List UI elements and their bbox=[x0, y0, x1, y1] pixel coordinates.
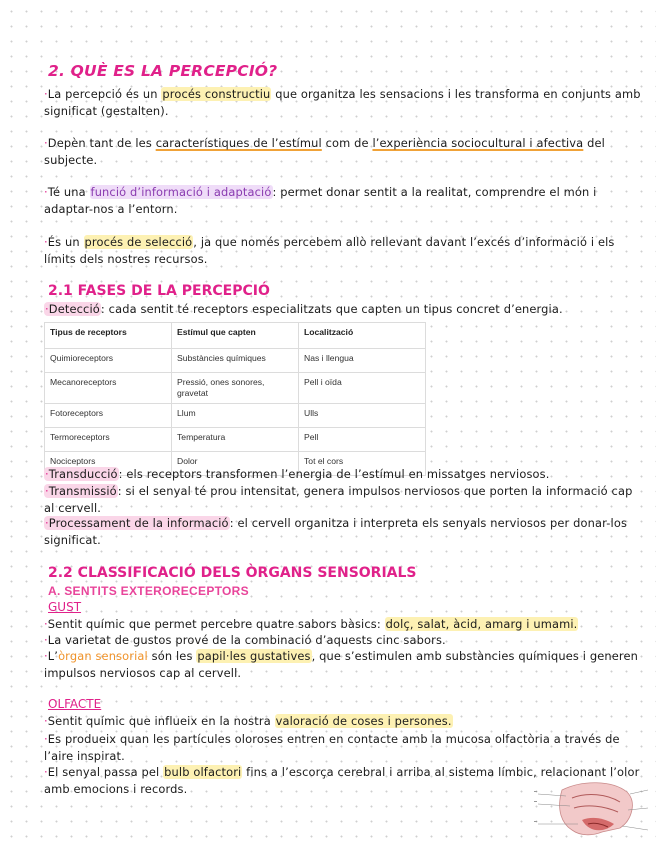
term-transduccio: ·Transducció bbox=[45, 467, 118, 481]
smell-line-3: ·El senyal passa pel bulb olfactori fins a l’escorça cerebral i arriba al sistema límbic, relacionant l’olor amb emocions i records. bbox=[44, 765, 640, 796]
exteroceptors-subtitle: A. SENTITS EXTERORECEPTORS bbox=[48, 584, 249, 598]
table-cell: Substàncies químiques bbox=[172, 349, 299, 373]
table-cell: Nas i llengua bbox=[299, 349, 426, 373]
table-header: Tipus de receptors bbox=[45, 323, 172, 349]
highlight-sabors: dolç, salat, àcid, amarg i umami. bbox=[385, 617, 578, 631]
intro-paragraph-2: ·Depèn tant de les característiques de l’estímul com de l’experiència sociocultural i afectiva del subjecte. bbox=[44, 136, 605, 167]
table-header-row bbox=[45, 323, 426, 349]
table-row bbox=[45, 404, 426, 428]
nose-anatomy-diagram-icon bbox=[532, 780, 652, 846]
table-cell: Tot el cors bbox=[299, 452, 426, 476]
phase-detection: ·Detecció: cada sentit té receptors especialitzats que capten un tipus concret d’energia. bbox=[45, 302, 563, 316]
intro-paragraph-3: ·Té una funció d’informació i adaptació: permet donar sentit a la realitat, comprendre el món i adaptar-nos a l’entorn. bbox=[44, 185, 597, 216]
highlight-valoracio: valoració de coses i persones. bbox=[275, 714, 452, 728]
table-cell: Quimioreceptors bbox=[45, 349, 172, 373]
term-transmissio: ·Transmissió bbox=[45, 484, 117, 498]
receptors-table bbox=[44, 322, 426, 476]
taste-title: GUST bbox=[48, 600, 82, 614]
phase-transduction: ·Transducció: els receptors transformen l’energia de l’estímul en missatges nerviosos. bbox=[45, 467, 550, 481]
table-cell: Mecanoreceptors bbox=[45, 373, 172, 404]
table-cell: Llum bbox=[172, 404, 299, 428]
term-deteccio: ·Detecció bbox=[45, 302, 100, 316]
table-cell: Termoreceptors bbox=[45, 428, 172, 452]
smell-line-1: ·Sentit químic que influeix en la nostra valoració de coses i persones. bbox=[44, 714, 452, 728]
table-row bbox=[45, 373, 426, 404]
table-cell: Pressió, ones sonores, gravetat bbox=[172, 373, 299, 404]
table-cell: Pell bbox=[299, 428, 426, 452]
highlight-proces-constructiu: procés constructiu bbox=[162, 87, 271, 101]
smell-line-2: ·Es produeix quan les partícules oloroses entren en contacte amb la mucosa olfactòria a través de l’aire inspirat. bbox=[44, 732, 620, 763]
intro-paragraph-1: ·La percepció és un procés constructiu que organitza les sensacions i les transforma en conjunts amb significat (gestalten). bbox=[44, 87, 641, 118]
table-header: Localització bbox=[299, 323, 426, 349]
table-cell: Pell i oïda bbox=[299, 373, 426, 404]
highlight-papilles: papil·les gustatives bbox=[197, 649, 311, 663]
underline-experiencia: l’experiència sociocultural i afectiva bbox=[372, 136, 584, 150]
term-processament: ·Processament de la informació bbox=[45, 516, 229, 530]
phases-title: 2.1 FASES DE LA PERCEPCIÓ bbox=[48, 283, 270, 299]
highlight-proces-seleccio: procés de selecció bbox=[84, 235, 193, 249]
highlight-funcio-informacio: funció d’informació i adaptació bbox=[90, 185, 272, 199]
taste-line-1: ·Sentit químic que permet percebre quatre sabors bàsics: dolç, salat, àcid, amarg i umami. bbox=[44, 617, 578, 631]
table-cell: Nociceptors bbox=[45, 452, 172, 476]
smell-title: OLFACTE bbox=[48, 697, 102, 711]
table-cell: Ulls bbox=[299, 404, 426, 428]
phase-transmission: ·Transmissió: si el senyal té prou intensitat, genera impulsos nerviosos que porten la informació cap al cervell. bbox=[44, 484, 633, 515]
table-row bbox=[45, 428, 426, 452]
organs-title: 2.2 CLASSIFICACIÓ DELS ÒRGANS SENSORIALS bbox=[48, 565, 417, 581]
intro-paragraph-4: ·És un procés de selecció, ja que només percebem allò rellevant davant l’excés d’informació i els límits dels nostres recursos. bbox=[44, 235, 615, 266]
section-title: 2. QUÈ ES LA PERCEPCIÓ? bbox=[48, 62, 278, 80]
orange-organ-sensorial: òrgan sensorial bbox=[58, 649, 148, 663]
table-cell: Dolor bbox=[172, 452, 299, 476]
phase-processing: ·Processament de la informació: el cervell organitza i interpreta els senyals nerviosos per donar-los significat. bbox=[44, 516, 628, 547]
taste-line-2: ·La varietat de gustos prové de la combinació d’aquests cinc sabors. bbox=[44, 633, 446, 647]
table-cell: Temperatura bbox=[172, 428, 299, 452]
highlight-bulb-olfactori: bulb olfactori bbox=[164, 765, 242, 779]
table-row bbox=[45, 349, 426, 373]
table-cell: Fotoreceptors bbox=[45, 404, 172, 428]
underline-caracteristiques: característiques de l’estímul bbox=[155, 136, 322, 150]
table-header: Estímul que capten bbox=[172, 323, 299, 349]
taste-line-3: ·L’òrgan sensorial són les papil·les gustatives, que s’estimulen amb substàncies químiques i generen impulsos nerviosos cap al cervell. bbox=[44, 649, 639, 680]
